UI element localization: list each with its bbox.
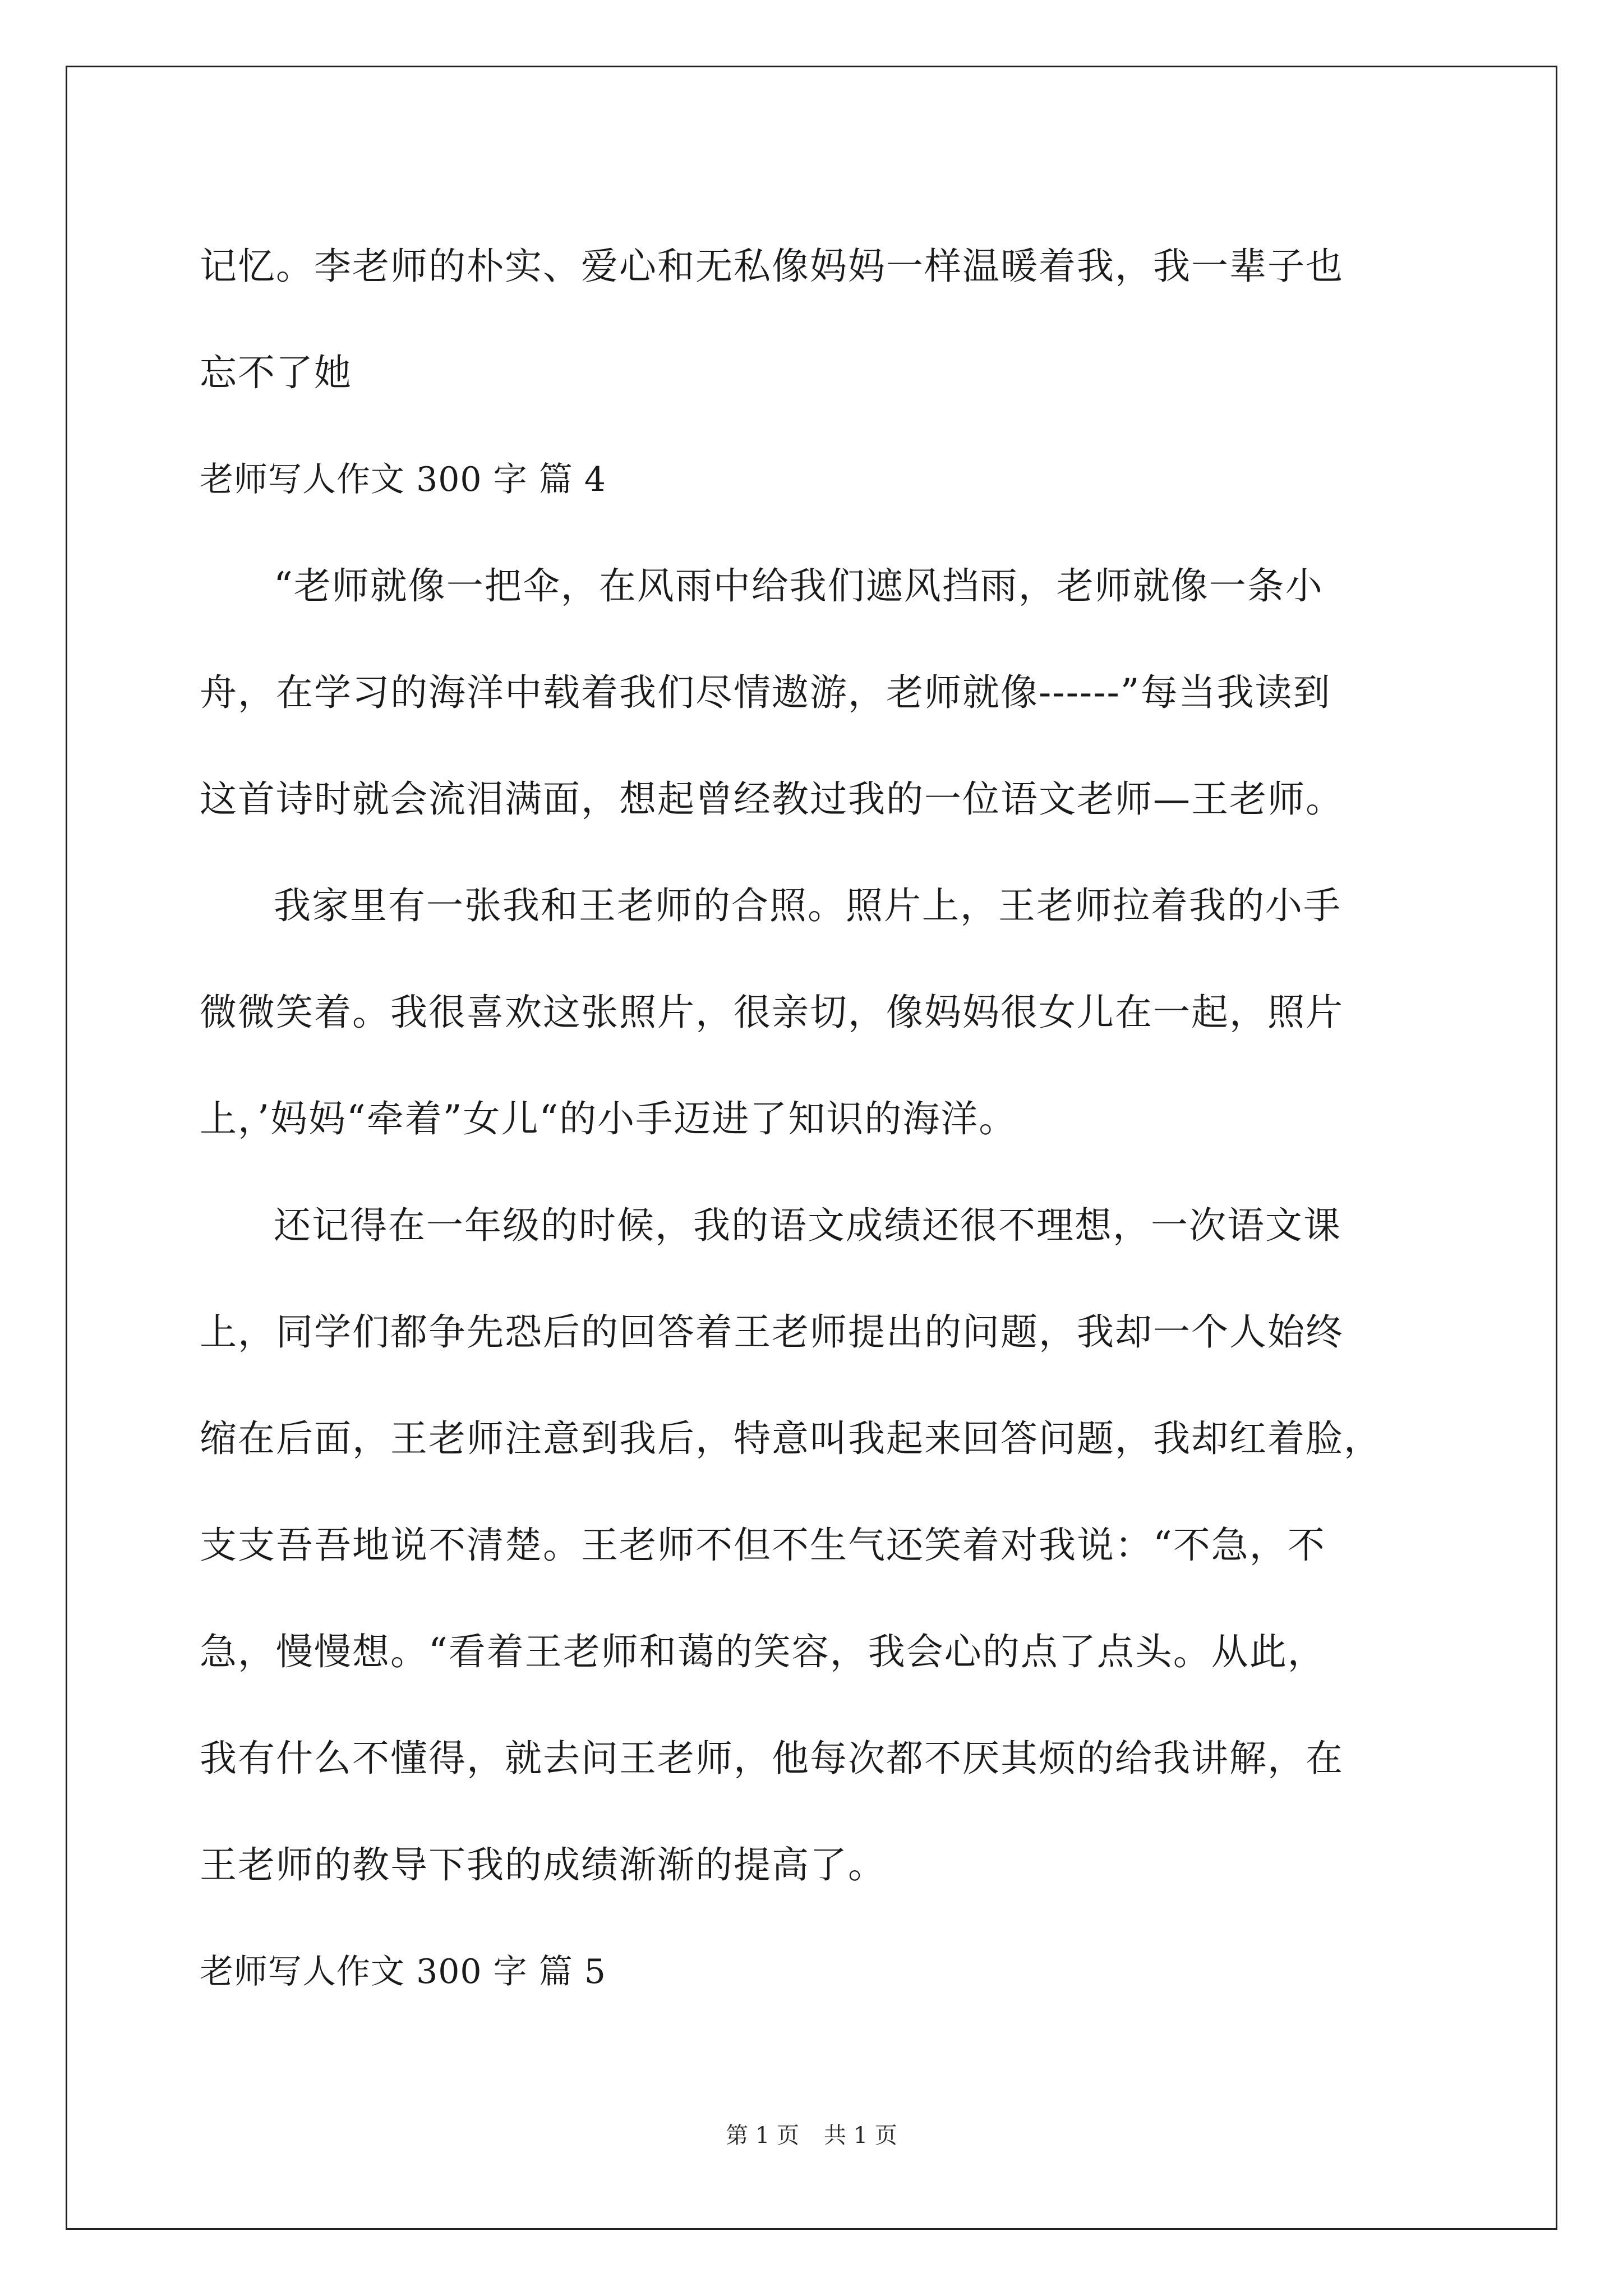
text-line: 支支吾吾地说不清楚。王老师不但不生气还笑着对我说：“不急，不 xyxy=(200,1524,1326,1567)
text-line: 缩在后面，王老师注意到我后，特意叫我起来回答问题，我却红着脸， xyxy=(200,1417,1382,1460)
text-line: 忘不了她 xyxy=(200,351,352,394)
text-line: 上，同学们都争先恐后的回答着王老师提出的问题，我却一个人始终 xyxy=(200,1310,1344,1354)
page-footer xyxy=(0,2118,1623,2150)
text-line: 急，慢慢想。“看着王老师和蔼的笑容，我会心的点了点头。从此， xyxy=(200,1630,1326,1673)
paragraph-first-line: 还记得在一年级的时候，我的语文成绩还很不理想，一次语文课 xyxy=(274,1204,1341,1247)
section-heading: 老师写人作文 300 字 篇 4 xyxy=(200,460,606,499)
text-line: 微微笑着。我很喜欢这张照片，很亲切，像妈妈很女儿在一起，照片 xyxy=(200,991,1344,1034)
section-heading: 老师写人作文 300 字 篇 5 xyxy=(200,1952,606,1991)
text-line: 王老师的教导下我的成绩渐渐的提高了。 xyxy=(200,1843,886,1887)
page-total: 共 1 页 xyxy=(824,2123,897,2148)
document-body xyxy=(200,213,1450,2025)
text-line: 舟，在学习的海洋中载着我们尽情遨游，老师就像------”每当我读到 xyxy=(200,671,1331,714)
text-line: 上，’妈妈“牵着”女儿“的小手迈进了知识的海洋。 xyxy=(200,1097,1017,1140)
text-line: 这首诗时就会流泪满面，想起曾经教过我的一位语文老师—王老师。 xyxy=(200,777,1344,821)
text-line: 记忆。李老师的朴实、爱心和无私像妈妈一样温暖着我，我一辈子也 xyxy=(200,245,1344,288)
paragraph-first-line: 我家里有一张我和王老师的合照。照片上，王老师拉着我的小手 xyxy=(274,884,1341,927)
page-number: 第 1 页 xyxy=(726,2123,799,2148)
paragraph-first-line: “老师就像一把伞，在风雨中给我们遮风挡雨，老师就像一条小 xyxy=(274,564,1324,608)
text-line: 我有什么不懂得，就去问王老师，他每次都不厌其烦的给我讲解，在 xyxy=(200,1737,1344,1780)
